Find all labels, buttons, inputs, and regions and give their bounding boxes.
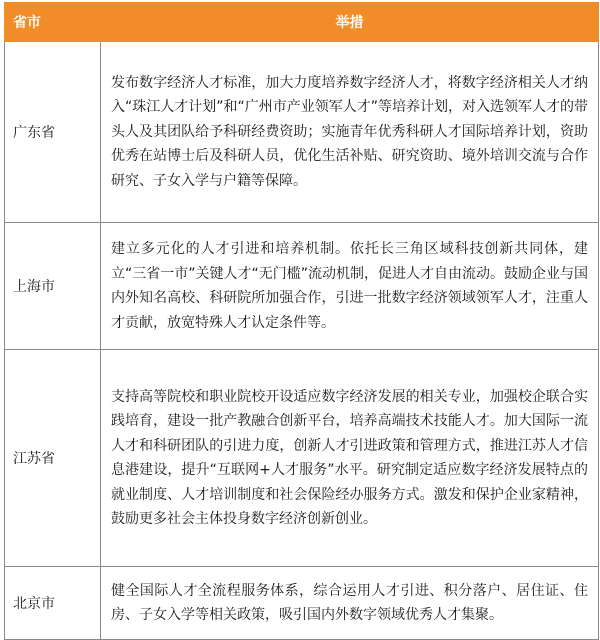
table-row-beijing xyxy=(5,567,599,640)
region-cell: 江苏省 xyxy=(5,350,101,567)
header-region: 省市 xyxy=(5,3,101,42)
header-measures: 举措 xyxy=(101,3,599,42)
table-body xyxy=(5,42,599,640)
table-row-shanghai xyxy=(5,223,599,350)
table-row-guangdong xyxy=(5,42,599,223)
table-header xyxy=(5,3,599,42)
region-cell: 北京市 xyxy=(5,567,101,640)
region-cell: 广东省 xyxy=(5,42,101,223)
measures-cell: 支持高等院校和职业院校开设适应数字经济发展的相关专业，加强校企联合实践培育，建设一批产教融合创新平台，培养高端技术技能人才。加大国际一流人才和科研团队的引进力度，创新人才引进政策和管理方式，推进江苏人才信息港建设，提升“互联网+人才服务”水平。研究制定适应数字经济发展特点的就业制度、人才培训制度和社会保险经办服务方式。激发和保护企业家精神，鼓励更多社会主体投身数字经济创新创业。 xyxy=(101,350,599,567)
measures-cell: 发布数字经济人才标准，加大力度培养数字经济人才，将数字经济相关人才纳入“珠江人才计划”和“广州市产业领军人才”等培养计划，对入选领军人才的带头人及其团队给予科研经费资助；实施青年优秀科研人才国际培养计划，资助优秀在站博士后及科研人员，优化生活补贴、研究资助、境外培训交流与合作研究、子女入学与户籍等保障。 xyxy=(101,42,599,223)
talent-policy-table xyxy=(4,2,599,640)
header-row xyxy=(5,3,599,42)
table-row-jiangsu xyxy=(5,350,599,567)
measures-cell: 健全国际人才全流程服务体系，综合运用人才引进、积分落户、居住证、住房、子女入学等相关政策，吸引国内外数字领域优秀人才集聚。 xyxy=(101,567,599,640)
region-cell: 上海市 xyxy=(5,223,101,350)
measures-cell: 建立多元化的人才引进和培养机制。依托长三角区域科技创新共同体，建立“三省一市”关键人才“无门槛”流动机制，促进人才自由流动。鼓励企业与国内外知名高校、科研院所加强合作，引进一批数字经济领域领军人才，注重人才贡献，放宽特殊人才认定条件等。 xyxy=(101,223,599,350)
